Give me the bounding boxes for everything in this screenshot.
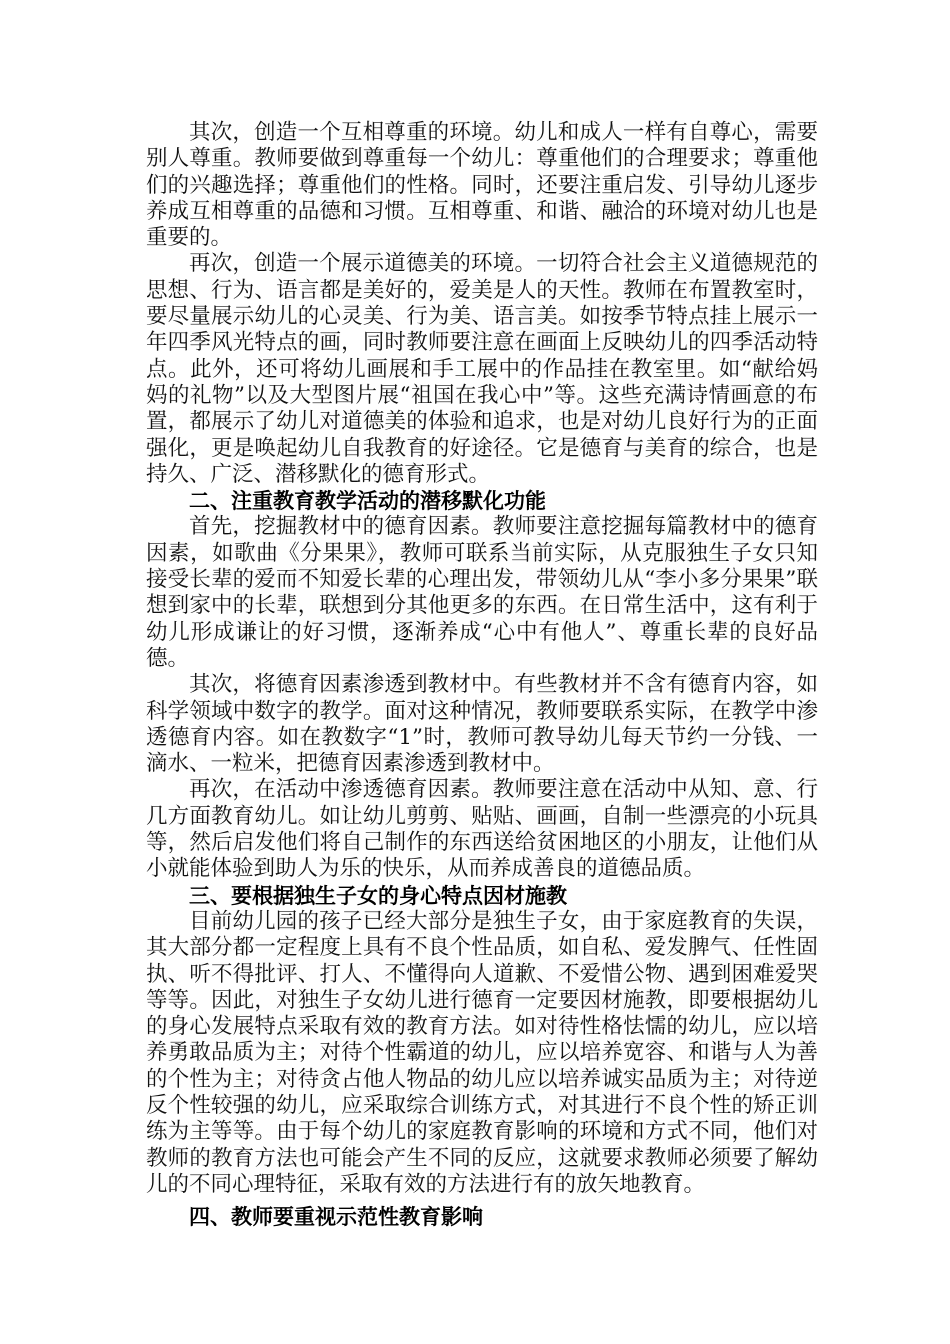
paragraph-moral-in-activities: 再次，在活动中渗透德育因素。教师要注意在活动中从知、意、行几方面教育幼儿。如让幼儿剪剪、贴贴、画画，自制一些漂亮的小玩具等，然后启发他们将自己制作的东西送给贫困地区的小朋友，让他们从小就能体验到助人为乐的快乐，从而养成善良的道德品质。 [146, 777, 818, 882]
paragraph-textbook-moral-factors: 首先，挖掘教材中的德育因素。教师要注意挖掘每篇教材中的德育因素，如歌曲《分果果》，教师可联系当前实际，从克服独生子女只知接受长辈的爱而不知爱长辈的心理出发，带领幼儿从“李小多分果果”联想到家中的长辈，联想到分其他更多的东西。在日常生活中，这有利于幼儿形成谦让的好习惯，逐渐养成“心中有他人”、尊重长辈的良好品德。 [146, 514, 818, 671]
paragraph-moral-beauty-environment: 再次，创造一个展示道德美的环境。一切符合社会主义道德规范的思想、行为、语言都是美好的，爱美是人的天性。教师在布置教室时，要尽量展示幼儿的心灵美、行为美、语言美。如按季节特点挂上展示一年四季风光特点的画，同时教师要注意在画面上反映幼儿的四季活动特点。此外，还可将幼儿画展和手工展中的作品挂在教室里。如“献给妈妈的礼物”以及大型图片展“祖国在我心中”等。这些充满诗情画意的布置，都展示了幼儿对道德美的体验和追求，也是对幼儿良好行为的正面强化，更是唤起幼儿自我教育的好途径。它是德育与美育的综合，也是持久、广泛、潜移默化的德育形式。 [146, 251, 818, 487]
section-heading-2: 二、注重教育教学活动的潜移默化功能 [189, 489, 546, 514]
paragraph-infuse-moral-into-materials: 其次，将德育因素渗透到教材中。有些教材并不含有德育内容，如科学领域中数字的教学。面对这种情况，教师要联系实际，在教学中渗透德育内容。如在教数字“1”时，教师可教导幼儿每天节约一分钱、一滴水、一粒米，把德育因素渗透到教材中。 [146, 672, 818, 777]
section-heading-3: 三、要根据独生子女的身心特点因材施教 [189, 883, 567, 908]
document-body [146, 120, 818, 1230]
paragraph-only-child-teaching: 目前幼儿园的孩子已经大部分是独生子女，由于家庭教育的失误，其大部分都一定程度上具有不良个性品质，如自私、爱发脾气、任性固执、听不得批评、打人、不懂得向人道歉、不爱惜公物、遇到困难爱哭等等。因此，对独生子女幼儿进行德育一定要因材施教，即要根据幼儿的身心发展特点采取有效的教育方法。如对待性格怯懦的幼儿，应以培养勇敢品质为主；对待个性霸道的幼儿，应以培养宽容、和谐与人为善的个性为主；对待贪占他人物品的幼儿应以培养诚实品质为主；对待逆反个性较强的幼儿，应采取综合训练方式，对其进行不良个性的矫正训练为主等等。由于每个幼儿的家庭教育影响的环境和方式不同，他们对教师的教育方法也可能会产生不同的反应，这就要求教师必须要了解幼儿的不同心理特征，采取有效的方法进行有的放矢地教育。 [146, 908, 818, 1197]
section-heading-4: 四、教师要重视示范性教育影响 [189, 1205, 483, 1230]
paragraph-respect-environment: 其次，创造一个互相尊重的环境。幼儿和成人一样有自尊心，需要别人尊重。教师要做到尊重每一个幼儿：尊重他们的合理要求；尊重他们的兴趣选择；尊重他们的性格。同时，还要注重启发、引导幼儿逐步养成互相尊重的品德和习惯。互相尊重、和谐、融洽的环境对幼儿也是重要的。 [146, 120, 818, 251]
